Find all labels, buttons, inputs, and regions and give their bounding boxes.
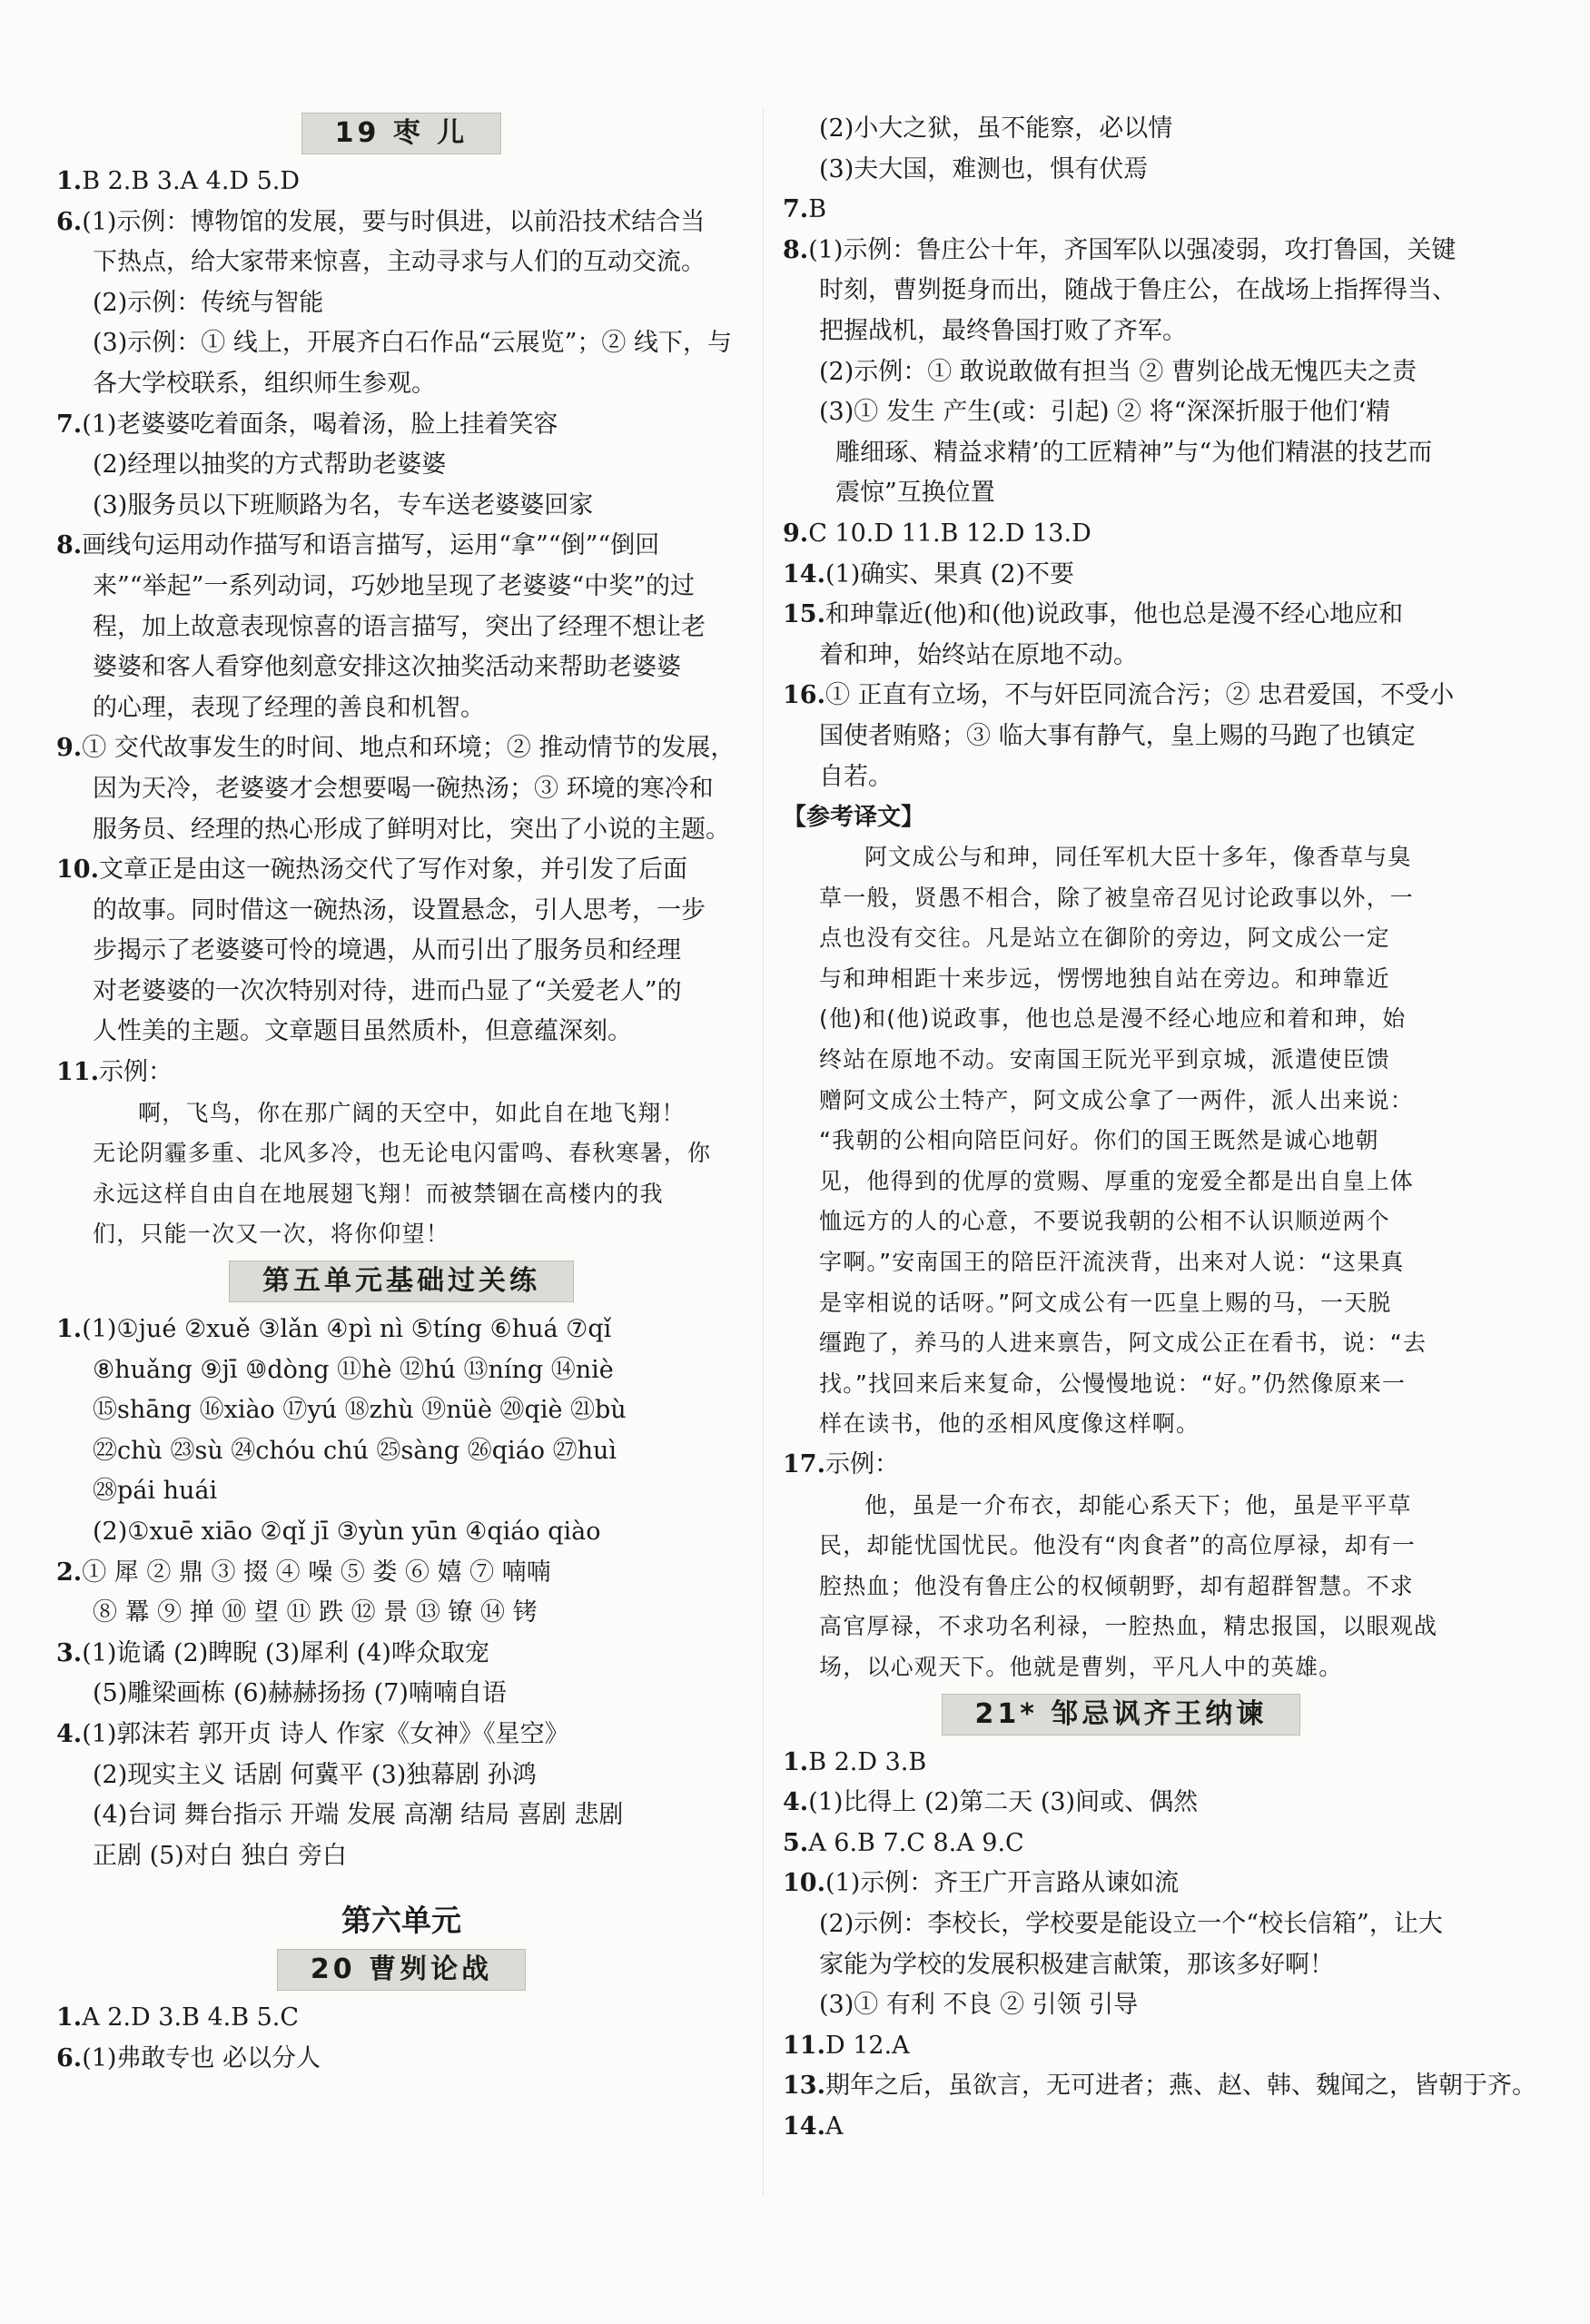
answer-line <box>783 717 1459 757</box>
answer-line <box>56 1012 746 1053</box>
answer-text: B 2.D 3.B <box>808 1747 927 1776</box>
answer-text: 国使者贿赂；③ 临大事有静气，皇上赐的马跑了也镇定 <box>819 721 1416 750</box>
answer-line <box>56 1553 746 1594</box>
answer-text: ㉒chù ㉓sù ㉔chóu chú ㉕sàng ㉖qiáo ㉗huì <box>93 1436 617 1465</box>
answer-line <box>56 769 746 810</box>
answer-text: (2)①xuē xiāo ②qǐ jī ③yùn yūn ④qiáo qiào <box>93 1518 601 1546</box>
answer-line <box>56 608 746 648</box>
answer-line <box>56 1593 746 1634</box>
answer-line <box>783 514 1459 555</box>
prose-line: 草一般，贤愚不相合，除了被皇帝召见讨论政事以外，一 <box>819 884 1415 911</box>
question-number: 4. <box>783 1788 809 1817</box>
answer-line <box>783 636 1459 677</box>
answer-text: (2)现实主义 话剧 何冀平 (3)独幕剧 孙鸿 <box>93 1760 537 1789</box>
answer-text: (1)郭沫若 郭开贞 诗人 作家《女神》《星空》 <box>82 1719 569 1748</box>
unit-title: 第六单元 <box>341 1903 461 1939</box>
answer-text: (1)诡谲 (2)睥睨 (3)犀利 (4)哗众取宠 <box>82 1638 489 1667</box>
prose-line: 阿文成公与和珅，同任军机大臣十多年，像香草与臭 <box>864 844 1412 871</box>
question-number: 2. <box>56 1558 83 1587</box>
answer-text: ⑧ 羃 ⑨ 掸 ⑩ 望 ⑪ 跌 ⑫ 景 ⑬ 镣 ⑭ 铐 <box>93 1598 538 1627</box>
answer-line <box>783 1864 1459 1904</box>
question-number: 8. <box>783 235 809 264</box>
prose-line: 与和珅相距十来步远，愣愣地独自站在旁边。和珅靠近 <box>819 964 1390 992</box>
answer-text: 时刻，曹刿挺身而出，随战于鲁庄公，在战场上指挥得当、 <box>819 276 1457 305</box>
answer-line <box>56 486 746 527</box>
answer-line <box>783 473 1459 514</box>
answer-line <box>783 231 1459 272</box>
question-number: 6. <box>56 2043 83 2072</box>
answer-text: ⑮shāng ⑯xiào ⑰yú ⑱zhù ⑲nüè ⑳qiè ㉑bù <box>93 1396 627 1425</box>
answer-text: (2)示例：李校长，学校要是能设立一个“校长信箱”，让大 <box>819 1909 1443 1938</box>
answer-line <box>783 1824 1459 1864</box>
answer-text: ① 犀 ② 鼎 ③ 掇 ④ 噪 ⑤ 娄 ⑥ 嬉 ⑦ 喃喃 <box>82 1558 551 1587</box>
answer-line <box>783 352 1459 393</box>
answer-line <box>783 433 1459 474</box>
answer-text: (1)老婆婆吃着面条，喝着汤，脸上挂着笑容 <box>82 410 558 439</box>
answer-text: A 2.D 3.B 4.B 5.C <box>82 2003 300 2032</box>
prose-line: 恤远方的人的心意，不要说我朝的公相不认识顺逆两个 <box>819 1208 1390 1235</box>
answer-text: 下热点，给大家带来惊喜，主动寻求与人们的互动交流。 <box>93 248 706 277</box>
answer-text: C 10.D 11.B 12.D 13.D <box>808 519 1091 548</box>
right-column <box>783 109 1536 2148</box>
section-heading: 20 曹刿论战 <box>277 1949 526 1991</box>
section-heading: 21* 邹忌讽齐王纳谏 <box>942 1694 1301 1736</box>
prose-line: 字啊。”安南国王的陪臣汗流浃背，出来对人说：“这果真 <box>819 1249 1405 1276</box>
answer-line <box>783 555 1459 596</box>
answer-line <box>56 810 746 851</box>
prose-line: 见，他得到的优厚的赏赐、厚重的宠爱全都是出自皇上体 <box>819 1167 1415 1194</box>
question-number: 4. <box>56 1719 83 1748</box>
prose-line: 是宰相说的话呀。”阿文成公有一匹皇上赐的马，一天脱 <box>819 1289 1392 1316</box>
answer-line <box>783 1985 1459 2026</box>
reference-translation-label: 【参考译文】 <box>783 804 925 832</box>
answer-line <box>56 567 746 608</box>
answer-line <box>56 648 746 688</box>
answer-line <box>56 526 746 567</box>
question-number: 7. <box>783 195 809 224</box>
answer-text: (2)小大之狱，虽不能察，必以情 <box>819 114 1173 143</box>
answer-line <box>56 1431 746 1472</box>
prose-line: 终站在原地不动。安南国王阮光平到京城，派遣使臣馈 <box>819 1046 1390 1073</box>
question-number: 14. <box>783 2111 825 2141</box>
prose-line: 民，却能忧国忧民。他没有“肉食者”的高位厚禄，却有一 <box>819 1532 1417 1559</box>
prose-line: 高官厚禄，不求功名利禄，一腔热血，精忠报国，以眼观战 <box>819 1613 1438 1640</box>
answer-text: 服务员、经理的热心形成了鲜明对比，突出了小说的主题。 <box>93 815 730 844</box>
answer-text: 的心理，表现了经理的善良和机智。 <box>93 693 485 722</box>
answer-line <box>56 728 746 769</box>
answer-line <box>56 1634 746 1675</box>
question-number: 9. <box>56 734 83 763</box>
answer-line <box>56 931 746 972</box>
answer-text: ① 正直有立场，不与奸臣同流合污；② 忠君爱国，不受小 <box>825 681 1455 710</box>
answer-text: ㉘pái huái <box>93 1477 218 1506</box>
answer-line <box>56 283 746 324</box>
answer-text: (1)示例：鲁庄公十年，齐国军队以强凌弱，攻打鲁国，关键 <box>808 235 1457 264</box>
answer-text: (1)示例：齐王广开言路从谏如流 <box>825 1869 1180 1898</box>
answer-text: A 6.B 7.C 8.A 9.C <box>808 1828 1024 1857</box>
answer-text: 因为天冷，老婆婆才会想要喝一碗热汤；③ 环境的寒冷和 <box>93 774 714 803</box>
question-number: 13. <box>783 2072 825 2101</box>
answer-line <box>783 271 1459 312</box>
answer-text: ① 交代故事发生的时间、地点和环境；② 推动情节的发展， <box>82 734 736 763</box>
prose-line: 找。”找回来后来复命，公慢慢地说：“好。”仍然像原来一 <box>819 1370 1407 1397</box>
question-number: 9. <box>783 519 809 548</box>
answer-line <box>783 1445 1459 1486</box>
answer-text: 把握战机，最终鲁国打败了齐军。 <box>819 316 1187 345</box>
prose-line: “我朝的公相向陪臣问好。你们的国王既然是诚心地朝 <box>819 1127 1379 1154</box>
answer-line <box>783 392 1459 433</box>
answer-text: (2)示例：① 敢说敢做有担当 ② 曹刿论战无愧匹夫之责 <box>819 357 1417 386</box>
answer-text: (3)夫大国，难测也，惧有伏焉 <box>819 154 1149 183</box>
prose-line: 永远这样自由自在地展翅飞翔！而被禁锢在高楼内的我 <box>93 1180 664 1207</box>
answer-text: A <box>825 2111 844 2141</box>
left-column <box>56 107 746 2080</box>
answer-text: (1)①jué ②xuě ③lǎn ④pì nì ⑤tíng ⑥huá ⑦qǐ <box>82 1315 612 1344</box>
question-number: 7. <box>56 410 83 439</box>
answer-text: 程，加上故意表现惊喜的语言描写，突出了经理不想让老 <box>93 612 706 641</box>
question-number: 10. <box>56 855 99 885</box>
question-number: 16. <box>783 681 825 710</box>
answer-line <box>56 1350 746 1391</box>
answer-text: 画线句运用动作描写和语言描写，运用“拿”“倒”“倒回 <box>82 531 660 560</box>
answer-line <box>56 891 746 932</box>
answer-text: (2)示例：传统与智能 <box>93 288 324 317</box>
answer-text: (3)示例：① 线上，开展齐白石作品“云展览”；② 线下，与 <box>93 329 733 358</box>
answer-line <box>783 1945 1459 1986</box>
answer-text: (2)经理以抽奖的方式帮助老婆婆 <box>93 450 447 480</box>
answer-text: 着和珅，始终站在原地不动。 <box>819 640 1138 669</box>
answer-text: B 2.B 3.A 4.D 5.D <box>82 167 301 195</box>
answer-text: 的故事。同时借这一碗热汤，设置悬念，引人思考，一步 <box>93 895 706 925</box>
answer-line <box>56 1715 746 1755</box>
answer-text: 步揭示了老婆婆可怜的境遇，从而引出了服务员和经理 <box>93 936 681 965</box>
section-heading: 第五单元基础过关练 <box>229 1261 574 1302</box>
answer-line <box>783 109 1459 150</box>
answer-line <box>56 1512 746 1553</box>
question-number: 1. <box>56 1315 83 1344</box>
section-heading: 19 枣 儿 <box>301 113 502 154</box>
answer-line <box>56 1471 746 1512</box>
answer-line <box>783 2107 1459 2148</box>
answer-text: (3)① 有利 不良 ② 引领 引导 <box>819 1991 1139 2020</box>
answer-line <box>56 1390 746 1431</box>
prose-line: 点也没有交往。凡是站立在御阶的旁边，阿文成公一定 <box>819 925 1390 952</box>
prose-line: 缰跑了，养马的人进来禀告，阿文成公正在看书，说：“去 <box>819 1330 1427 1357</box>
answer-line <box>56 972 746 1013</box>
answer-line <box>56 323 746 364</box>
column-divider <box>763 107 764 2196</box>
answer-line <box>56 242 746 283</box>
answer-text: 来”“举起”一系列动词，巧妙地呈现了老婆婆“中奖”的过 <box>93 571 696 600</box>
answer-line <box>56 1674 746 1715</box>
question-number: 14. <box>783 559 825 588</box>
answer-line <box>56 1755 746 1796</box>
answer-text: B <box>808 195 827 224</box>
answer-text: 示例： <box>825 1450 899 1478</box>
answer-text: 和珅靠近(他)和(他)说政事，他也总是漫不经心地应和 <box>825 600 1404 629</box>
answer-text: (3)服务员以下班顺路为名，专车送老婆婆回家 <box>93 490 594 519</box>
question-number: 1. <box>56 2003 83 2032</box>
answer-line <box>56 405 746 446</box>
question-number: 11. <box>783 2031 825 2060</box>
answer-text: ⑧huǎng ⑨jī ⑩dòng ⑪hè ⑫hú ⑬níng ⑭niè <box>93 1355 614 1384</box>
prose-line: 他，虽是一介布衣，却能心系天下；他，虽是平平草 <box>864 1491 1412 1518</box>
answer-line <box>783 2026 1459 2067</box>
answer-text: 对老婆婆的一次次特别对待，进而凸显了“关爱老人”的 <box>93 976 682 1005</box>
question-number: 8. <box>56 531 83 560</box>
answer-line <box>783 190 1459 231</box>
answer-text: 家能为学校的发展积极建言献策，那该多好啊！ <box>819 1950 1334 1979</box>
question-number: 1. <box>56 167 83 195</box>
answer-line <box>56 688 746 729</box>
answer-line <box>56 364 746 405</box>
answer-text: 示例： <box>98 1058 173 1087</box>
answer-line <box>783 1783 1459 1824</box>
question-number: 11. <box>56 1058 99 1087</box>
answer-line <box>783 312 1459 352</box>
answer-line <box>56 162 746 203</box>
answer-line <box>56 445 746 486</box>
answer-line <box>56 2039 746 2080</box>
answer-line <box>56 1053 746 1093</box>
answer-text: 各大学校联系，组织师生参观。 <box>93 369 436 398</box>
answer-line <box>783 757 1459 798</box>
answer-text: 人性美的主题。文章题目虽然质朴，但意蕴深刻。 <box>93 1017 632 1046</box>
question-number: 15. <box>783 600 825 629</box>
question-number: 6. <box>56 207 83 236</box>
answer-line <box>56 850 746 891</box>
answer-line <box>783 676 1459 717</box>
question-number: 5. <box>783 1828 809 1857</box>
answer-text: (1)示例：博物馆的发展，要与时俱进，以前沿技术结合当 <box>82 207 706 236</box>
answer-text: D 12.A <box>825 2031 910 2060</box>
answer-text: 震惊”互换位置 <box>835 479 995 508</box>
prose-line: 赠阿文成公土特产，阿文成公拿了一两件，派人出来说： <box>819 1086 1415 1113</box>
prose-line: 场，以心观天下。他就是曹刿，平凡人中的英雄。 <box>819 1653 1343 1680</box>
answer-text: (4)台词 舞台指示 开端 发展 高潮 结局 喜剧 悲剧 <box>93 1801 624 1830</box>
answer-text: (1)比得上 (2)第二天 (3)间或、偶然 <box>808 1788 1199 1817</box>
answer-text: (3)① 发生 产生(或：引起) ② 将“深深折服于他们‘精 <box>819 398 1391 427</box>
answer-line <box>56 1836 746 1877</box>
answer-line <box>56 1998 746 2039</box>
answer-line <box>783 1743 1459 1784</box>
answer-text: (5)雕梁画栋 (6)赫赫扬扬 (7)喃喃自语 <box>93 1679 507 1708</box>
prose-line: 样在读书，他的丞相风度像这样啊。 <box>819 1410 1200 1438</box>
question-number: 10. <box>783 1869 825 1898</box>
answer-line <box>783 2066 1536 2107</box>
prose-line: (他)和(他)说政事，他也总是漫不经心地应和着和珅，始 <box>819 1005 1407 1033</box>
answer-text: 正剧 (5)对白 独白 旁白 <box>93 1841 347 1870</box>
question-number: 3. <box>56 1638 83 1667</box>
answer-text: 雕细琢、精益求精’的工匠精神”与“为他们精湛的技艺而 <box>835 438 1433 467</box>
answer-line <box>56 203 746 243</box>
answer-text: 文章正是由这一碗热汤交代了写作对象，并引发了后面 <box>98 855 687 885</box>
answer-text: (1)确实、果真 (2)不要 <box>825 559 1075 588</box>
answer-line <box>783 1904 1459 1945</box>
prose-line: 啊，飞鸟，你在那广阔的天空中，如此自在地飞翔！ <box>138 1099 686 1126</box>
answer-text: 婆婆和客人看穿他刻意安排这次抽奖活动来帮助老婆婆 <box>93 653 681 682</box>
prose-line: 无论阴霾多重、北风多冷，也无论电闪雷鸣、春秋寒暑，你 <box>93 1140 712 1167</box>
answer-line <box>783 150 1459 191</box>
prose-line: 腔热血；他没有鲁庄公的权倾朝野，却有超群智慧。不求 <box>819 1572 1415 1599</box>
prose-line: 们，只能一次又一次，将你仰望！ <box>93 1221 450 1248</box>
question-number: 17. <box>783 1450 825 1478</box>
answer-text: (1)弗敢专也 必以分人 <box>82 2043 321 2072</box>
answer-text: 期年之后，虽欲言，无可进者；燕、赵、韩、魏闻之，皆朝于齐。 <box>825 2072 1536 2101</box>
question-number: 1. <box>783 1747 809 1776</box>
answer-line <box>56 1795 746 1836</box>
answer-line <box>56 1310 746 1350</box>
answer-text: 自若。 <box>819 762 893 791</box>
answer-line <box>783 595 1459 636</box>
